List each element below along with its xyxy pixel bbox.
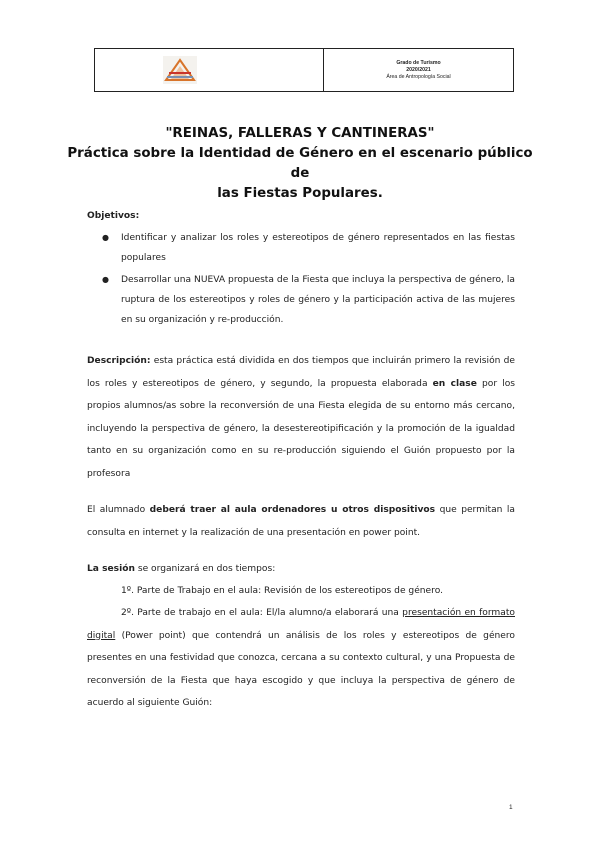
session-item-2-text-a: 2º. Parte de trabajo en el aula: El/la alumno/a elaborará una (121, 608, 403, 618)
title-line-3: las Fiestas Populares. (217, 186, 383, 201)
academic-year: 2020/2021 (406, 66, 431, 73)
objective-item (87, 228, 515, 268)
description-bold: en clase (432, 378, 477, 389)
bullet-icon: ● (102, 233, 109, 242)
devices-bold: deberá traer al aula ordenadores u otros dispositivos (149, 505, 436, 515)
degree-name: Grado de Turismo (396, 59, 441, 66)
objective-text: Desarrollar una NUEVA propuesta de la Fiesta que incluya la perspectiva de género, la ruptura de los estereotipos y roles de género y la participación activa de las mujeres en su organización y re-producción. (121, 275, 515, 325)
devices-text-b: que permitan la consulta en internet y la realización de una presentación en power point. (87, 505, 516, 538)
description-paragraph (87, 350, 515, 485)
session-item-2-underlined: presentación en formato digital (87, 608, 515, 641)
document-body (87, 210, 515, 715)
description-text-b: por los propios alumnos/as sobre la reconversión de una Fiesta elegida de su entorno más cercano, incluyendo la perspectiva de género, la desestereotipificación y la promoción de la igualdad tanto en su organización como en su re-producción siguiendo el Guión propuesto por la profesora (87, 378, 515, 479)
header-logo-cell (95, 49, 324, 91)
university-logo-icon (163, 56, 197, 84)
session-intro (87, 558, 515, 580)
bullet-icon: ● (102, 275, 109, 284)
session-item-2-text-b: (Power point) que contendrá un análisis de los roles y estereotipos de género presentes en una festividad que conozca, cercana a su contexto cultural, y una Propuesta de reconversión de la Fiesta que haya escogido y que incluya la perspectiva de género de acuerdo al siguiente Guión: (87, 630, 515, 708)
devices-paragraph (87, 499, 515, 544)
page-number: 1 (509, 804, 513, 811)
session-item-2 (87, 602, 515, 715)
title-line-2: Práctica sobre la Identidad de Género en el escenario público de (67, 146, 533, 181)
header-table (94, 48, 514, 92)
session-item-1: 1º. Parte de Trabajo en el aula: Revisión de los estereotipos de género. (121, 586, 443, 596)
objectives-list (87, 228, 515, 330)
title-line-1: "REINAS, FALLERAS Y CANTINERAS" (165, 126, 435, 141)
session-text: se organizará en dos tiempos: (134, 564, 276, 574)
document-title (60, 124, 540, 204)
objective-item (87, 270, 515, 330)
description-text-a: esta práctica está dividida en dos tiempos que incluirán primero la revisión de los roles y estereotipos de género, y segundo, la propuesta elaborada (87, 356, 515, 389)
objectives-heading: Objetivos: (87, 211, 140, 221)
header-info (324, 49, 513, 91)
session-label: La sesión (87, 564, 135, 574)
department-name: Área de Antropología Social (386, 73, 451, 80)
description-label: Descripción: (87, 356, 151, 366)
devices-text-a: El alumnado (87, 505, 150, 515)
objective-text: Identificar y analizar los roles y estereotipos de género representados en las fiestas populares (121, 233, 515, 263)
